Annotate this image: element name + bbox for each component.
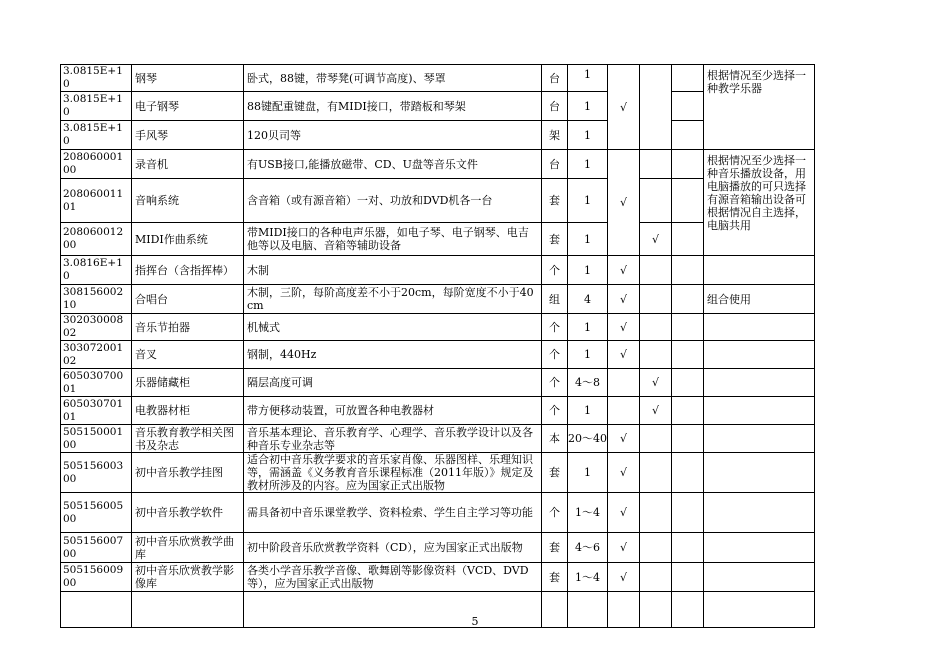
name-cell: 初中音乐教学挂图 — [132, 453, 244, 493]
unit-cell: 个 — [542, 369, 568, 397]
check-cell-2: √ — [640, 397, 672, 425]
code-cell: 30307200102 — [61, 341, 132, 369]
unit-cell: 本 — [542, 425, 568, 453]
check-cell-3 — [672, 563, 704, 592]
table-row — [61, 65, 815, 92]
spec-cell: 机械式 — [244, 314, 542, 341]
equipment-table — [60, 64, 815, 628]
spec-cell: 卧式，88键，带琴凳(可调节高度)、琴罩 — [244, 65, 542, 92]
spec-cell: 木制 — [244, 256, 542, 285]
table-row — [61, 533, 815, 563]
group1-remark-cell: 根据情况至少选择一种教学乐器 — [704, 65, 815, 150]
spec-cell: 钢制，440Hz — [244, 341, 542, 369]
qty-cell: 4 — [568, 285, 608, 314]
name-cell: 初中音乐欣赏教学曲库 — [132, 533, 244, 563]
check-cell-3 — [672, 341, 704, 369]
spec-cell: 需具备初中音乐课堂教学、资料检索、学生自主学习等功能 — [244, 493, 542, 533]
table-row — [61, 493, 815, 533]
check-cell-3 — [672, 397, 704, 425]
name-cell: 音响系统 — [132, 179, 244, 223]
spec-cell: 木制，三阶，每阶高度差不小于20cm，每阶宽度不小于40cm — [244, 285, 542, 314]
name-cell: 初中音乐欣赏教学影像库 — [132, 563, 244, 592]
table-row — [61, 369, 815, 397]
name-cell: 乐器储藏柜 — [132, 369, 244, 397]
table-row — [61, 314, 815, 341]
spec-cell: 各类小学音乐教学音像、歌舞剧等影像资料（VCD、DVD等），应为国家正式出版物 — [244, 563, 542, 592]
qty-cell: 1 — [568, 256, 608, 285]
remark-cell — [704, 369, 815, 397]
spec-cell: 120贝司等 — [244, 121, 542, 150]
qty-cell: 1 — [568, 121, 608, 150]
code-cell: 30203000802 — [61, 314, 132, 341]
spec-cell: 适合初中音乐教学要求的音乐家肖像、乐器图样、乐理知识等，需涵盖《义务教育音乐课程标准（2011年版）》规定及教材所涉及的内容。应为国家正式出版物 — [244, 453, 542, 493]
unit-cell: 个 — [542, 341, 568, 369]
qty-cell: 1 — [568, 341, 608, 369]
qty-cell: 1 — [568, 314, 608, 341]
qty-cell: 4～8 — [568, 369, 608, 397]
check-cell-3 — [672, 65, 704, 92]
name-cell: 初中音乐教学软件 — [132, 493, 244, 533]
spec-cell: 有USB接口,能播放磁带、CD、U盘等音乐文件 — [244, 150, 542, 179]
qty-cell — [568, 65, 608, 92]
check-cell-1 — [608, 369, 640, 397]
unit-cell: 组 — [542, 285, 568, 314]
code-cell: 60503070001 — [61, 369, 132, 397]
check-cell-3 — [672, 314, 704, 341]
name-cell: 钢琴 — [132, 65, 244, 92]
name-cell: 音乐节拍器 — [132, 314, 244, 341]
unit-cell: 台 — [542, 65, 568, 92]
table-row — [61, 179, 815, 223]
code-cell: 50515600300 — [61, 453, 132, 493]
unit-cell: 个 — [542, 397, 568, 425]
check-cell-2 — [640, 341, 672, 369]
check-cell-2 — [640, 453, 672, 493]
check-cell-2: √ — [640, 369, 672, 397]
group1-check-cell: √ — [608, 65, 640, 150]
unit-cell: 套 — [542, 563, 568, 592]
unit-cell: 个 — [542, 256, 568, 285]
check-cell-2 — [640, 150, 672, 179]
code-cell: 50515600900 — [61, 563, 132, 592]
table-row — [61, 425, 815, 453]
unit-cell: 个 — [542, 314, 568, 341]
qty-cell: 1～4 — [568, 563, 608, 592]
qty-cell: 4～6 — [568, 533, 608, 563]
table-row — [61, 223, 815, 256]
spec-cell: 带MIDI接口的各种电声乐器，如电子琴、电子钢琴、电吉他等以及电脑、音箱等辅助设备 — [244, 223, 542, 256]
check-cell-3 — [672, 223, 704, 256]
table-row — [61, 150, 815, 179]
qty-cell: 1 — [568, 397, 608, 425]
check-cell-2 — [640, 65, 672, 150]
spec-cell: 含音箱（或有源音箱）一对、功放和DVD机各一台 — [244, 179, 542, 223]
code-cell: 3.0815E+10 — [61, 92, 132, 121]
check-cell-1 — [608, 397, 640, 425]
table-row — [61, 121, 815, 150]
check-cell-3 — [672, 256, 704, 285]
group2-check-cell: √ — [608, 150, 640, 256]
qty-cell: 1 — [568, 223, 608, 256]
check-cell-3 — [672, 179, 704, 223]
check-cell-2 — [640, 533, 672, 563]
remark-cell — [704, 314, 815, 341]
code-cell: 3.0815E+10 — [61, 121, 132, 150]
table-row — [61, 285, 815, 314]
unit-cell: 套 — [542, 453, 568, 493]
check-cell-1: √ — [608, 341, 640, 369]
unit-cell: 架 — [542, 121, 568, 150]
check-cell-2 — [640, 285, 672, 314]
page-number: 5 — [471, 615, 479, 628]
name-cell: 电教器材柜 — [132, 397, 244, 425]
equipment-table-sheet — [60, 64, 815, 628]
qty-cell: 1 — [568, 150, 608, 179]
remark-cell — [704, 453, 815, 493]
remark-cell — [704, 493, 815, 533]
check-cell-1: √ — [608, 563, 640, 592]
remark-cell — [704, 256, 815, 285]
table-row — [61, 397, 815, 425]
spec-cell: 88键配重键盘，有MIDI接口，带踏板和琴架 — [244, 92, 542, 121]
unit-cell: 台 — [542, 150, 568, 179]
remark-cell — [704, 397, 815, 425]
unit-cell: 套 — [542, 179, 568, 223]
remark-cell — [704, 563, 815, 592]
spec-cell: 音乐基本理论、音乐教育学、心理学、音乐教学设计以及各种音乐专业杂志等 — [244, 425, 542, 453]
remark-cell: 组合使用 — [704, 285, 815, 314]
check-cell-3 — [672, 533, 704, 563]
unit-cell: 个 — [542, 493, 568, 533]
name-cell: 指挥台（含指挥棒） — [132, 256, 244, 285]
qty-cell: 1 — [568, 453, 608, 493]
check-cell-2 — [640, 493, 672, 533]
remark-cell — [704, 533, 815, 563]
table-row — [61, 563, 815, 592]
qty-cell: 1 — [568, 92, 608, 121]
code-cell: 50515600700 — [61, 533, 132, 563]
spec-cell: 隔层高度可调 — [244, 369, 542, 397]
check-cell-3 — [672, 453, 704, 493]
check-cell-3 — [672, 150, 704, 179]
code-cell: 30815600210 — [61, 285, 132, 314]
check-cell-3 — [672, 285, 704, 314]
code-cell: 3.0816E+10 — [61, 256, 132, 285]
check-cell-3 — [672, 92, 704, 121]
check-cell-1: √ — [608, 453, 640, 493]
name-cell: 录音机 — [132, 150, 244, 179]
group2-remark-cell: 根据情况至少选择一种音乐播放设备，用电脑播放的可只选择有源音箱输出设备可根据情况自主选择，电脑共用 — [704, 150, 815, 256]
code-cell: 3.0815E+10 — [61, 65, 132, 92]
name-cell: MIDI作曲系统 — [132, 223, 244, 256]
qty-cell: 1～4 — [568, 493, 608, 533]
code-cell: 20806001200 — [61, 223, 132, 256]
code-cell: 20806000100 — [61, 150, 132, 179]
code-cell: 50515600500 — [61, 493, 132, 533]
check-cell-3 — [672, 493, 704, 533]
remark-cell — [704, 341, 815, 369]
code-cell: 60503070101 — [61, 397, 132, 425]
check-cell-2 — [640, 314, 672, 341]
spec-cell: 带方便移动装置，可放置各种电教器材 — [244, 397, 542, 425]
name-cell: 手风琴 — [132, 121, 244, 150]
check-cell-2 — [640, 256, 672, 285]
check-cell-1: √ — [608, 493, 640, 533]
check-cell-3 — [672, 121, 704, 150]
table-row — [61, 92, 815, 121]
check-cell-1: √ — [608, 314, 640, 341]
qty-cell: 1 — [568, 179, 608, 223]
check-cell-1: √ — [608, 533, 640, 563]
check-cell-3 — [672, 425, 704, 453]
spec-cell: 初中阶段音乐欣赏教学资料（CD），应为国家正式出版物 — [244, 533, 542, 563]
code-cell: 50515000100 — [61, 425, 132, 453]
check-cell-1: √ — [608, 285, 640, 314]
unit-cell: 台 — [542, 92, 568, 121]
table-row — [61, 256, 815, 285]
name-cell: 音乐教育教学相关图书及杂志 — [132, 425, 244, 453]
name-cell: 音叉 — [132, 341, 244, 369]
check-cell-2 — [640, 425, 672, 453]
remark-cell — [704, 425, 815, 453]
table-row — [61, 341, 815, 369]
check-cell-3 — [672, 369, 704, 397]
check-cell-1: √ — [608, 256, 640, 285]
qty-value: 1 — [584, 67, 591, 81]
table-row — [61, 453, 815, 493]
qty-cell: 20～40 — [568, 425, 608, 453]
check-cell-1: √ — [608, 425, 640, 453]
name-cell: 合唱台 — [132, 285, 244, 314]
unit-cell: 套 — [542, 223, 568, 256]
check-cell-2 — [640, 179, 672, 223]
check-cell-2: √ — [640, 223, 672, 256]
unit-cell: 套 — [542, 533, 568, 563]
code-cell: 20806001101 — [61, 179, 132, 223]
check-cell-2 — [640, 563, 672, 592]
name-cell: 电子钢琴 — [132, 92, 244, 121]
